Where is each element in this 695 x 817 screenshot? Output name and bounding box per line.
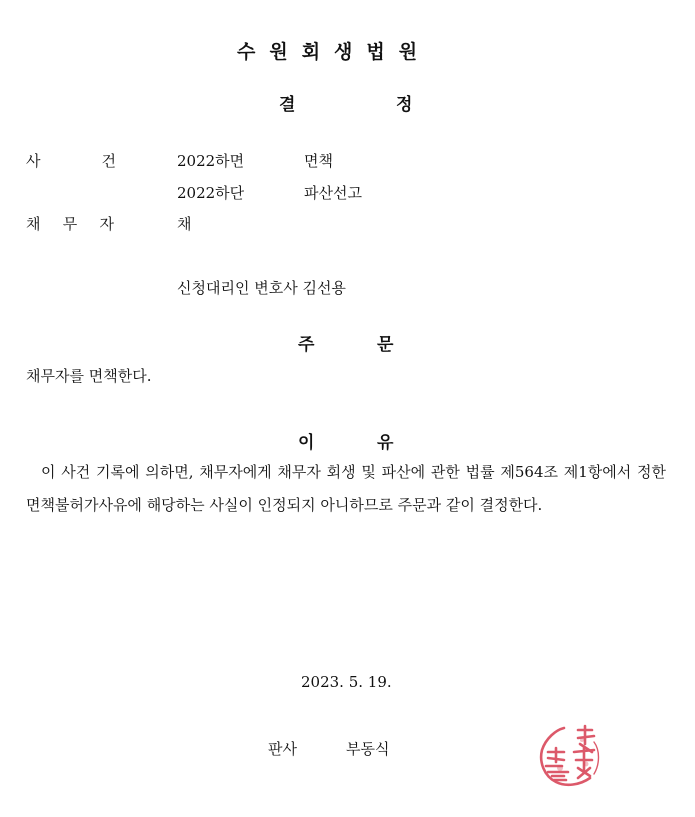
case-type-1: 면책	[304, 152, 333, 170]
case-label-char: 사	[26, 152, 41, 170]
court-name: 수원회생법원	[237, 41, 432, 63]
order-heading-left: 주	[298, 335, 315, 355]
case-type-2: 파산선고	[304, 184, 362, 202]
judge-title: 판사	[268, 740, 297, 758]
case-number-1: 2022하면	[177, 152, 245, 170]
doc-type-right: 정	[396, 95, 413, 115]
reason-text: 이 사건 기록에 의하면, 채무자에게 채무자 회생 및 파산에 관한 법률 제564조 제1항에서 정한 면책불허가사유에 해당하는 사실이 인정되지 아니하므로 주문과 같이 결정한다.	[26, 463, 666, 514]
debtor-label-char: 자	[99, 215, 114, 233]
order-text: 채무자를 면책한다.	[26, 367, 152, 385]
case-label	[26, 150, 116, 171]
order-heading-right: 문	[377, 335, 394, 355]
judge-name: 부동식	[346, 740, 390, 758]
case-label-char: 건	[101, 152, 116, 170]
court-seal-icon	[534, 722, 610, 788]
debtor-label-char: 무	[62, 215, 78, 233]
debtor-name: 채	[177, 215, 192, 233]
debtor-label	[26, 213, 114, 234]
debtor-label-char: 채	[26, 215, 41, 233]
applicant-agent: 신청대리인 변호사 김선용	[177, 279, 346, 297]
decision-date: 2023. 5. 19.	[301, 673, 392, 691]
reason-heading-right: 유	[377, 433, 394, 453]
doc-type-left: 결	[279, 95, 296, 115]
case-number-2: 2022하단	[177, 184, 245, 202]
reason-heading-left: 이	[298, 433, 315, 453]
